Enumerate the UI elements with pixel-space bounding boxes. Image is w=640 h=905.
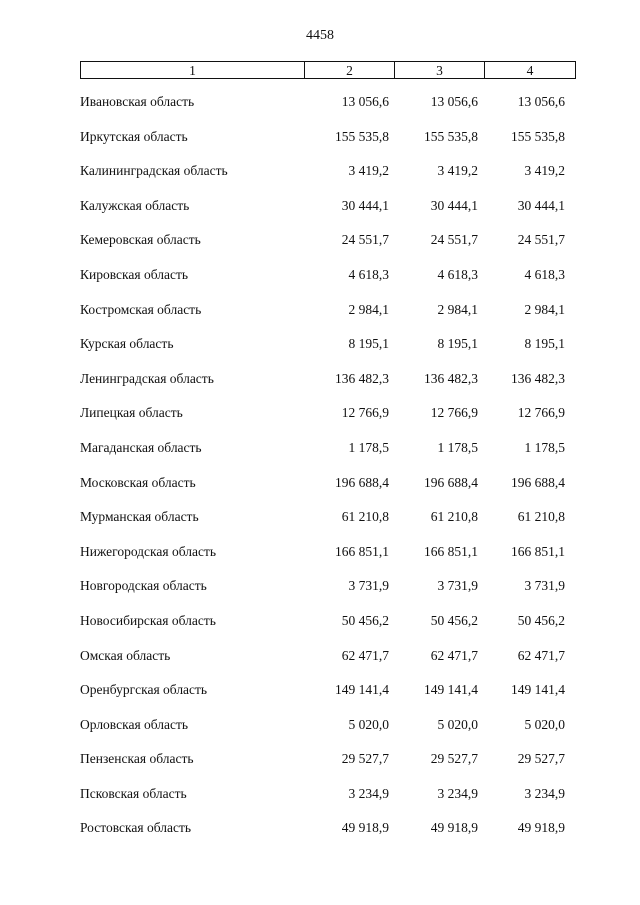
value-column-4: 2 984,1 (524, 301, 565, 317)
value-column-2: 5 020,0 (348, 716, 389, 732)
value-column-3: 3 419,2 (437, 163, 478, 179)
value-column-3: 4 618,3 (437, 266, 478, 282)
table-body (80, 84, 572, 845)
region-name: Ленинградская область (80, 370, 214, 386)
region-name: Московская область (80, 474, 196, 490)
value-column-4: 13 056,6 (517, 94, 565, 109)
value-column-4: 12 766,9 (517, 405, 565, 421)
value-column-2: 149 141,4 (335, 682, 389, 698)
value-column-2: 13 056,6 (341, 94, 389, 109)
value-column-4: 62 471,7 (517, 647, 565, 663)
value-column-2: 1 178,5 (348, 439, 389, 455)
value-column-3: 50 456,2 (430, 612, 478, 628)
value-column-3: 149 141,4 (424, 682, 478, 698)
value-column-3: 155 535,8 (424, 128, 478, 144)
value-column-2: 2 984,1 (348, 301, 389, 317)
region-name: Липецкая область (80, 405, 183, 421)
value-column-2: 12 766,9 (341, 405, 389, 421)
table-row (80, 741, 572, 776)
table-row (80, 499, 572, 534)
table-row (80, 292, 572, 327)
value-column-2: 3 234,9 (348, 785, 389, 801)
region-name: Калининградская область (80, 163, 228, 179)
table-row (80, 222, 572, 257)
table-row (80, 326, 572, 361)
value-column-3: 30 444,1 (430, 197, 478, 213)
value-column-4: 1 178,5 (524, 439, 565, 455)
value-column-4: 149 141,4 (511, 682, 565, 698)
value-column-3: 5 020,0 (437, 716, 478, 732)
value-column-2: 29 527,7 (341, 751, 389, 767)
value-column-3: 61 210,8 (430, 509, 478, 525)
value-column-3: 13 056,6 (430, 94, 478, 109)
column-header-1: 1 (81, 62, 305, 79)
value-column-4: 8 195,1 (524, 336, 565, 352)
region-name: Калужская область (80, 197, 190, 213)
table-row (80, 361, 572, 396)
value-column-4: 5 020,0 (524, 716, 565, 732)
table-row (80, 672, 572, 707)
region-name: Кемеровская область (80, 232, 201, 248)
value-column-4: 166 851,1 (511, 543, 565, 559)
table-header-row (81, 62, 576, 79)
column-header-2: 2 (305, 62, 395, 79)
value-column-2: 24 551,7 (341, 232, 389, 248)
value-column-2: 136 482,3 (335, 370, 389, 386)
table-row (80, 395, 572, 430)
value-column-4: 50 456,2 (517, 612, 565, 628)
value-column-3: 29 527,7 (430, 751, 478, 767)
value-column-2: 8 195,1 (348, 336, 389, 352)
value-column-2: 3 731,9 (348, 578, 389, 594)
value-column-4: 136 482,3 (511, 370, 565, 386)
value-column-4: 3 234,9 (524, 785, 565, 801)
column-header-4: 4 (485, 62, 576, 79)
value-column-4: 29 527,7 (517, 751, 565, 767)
value-column-4: 3 731,9 (524, 578, 565, 594)
table-header (80, 61, 576, 79)
value-column-3: 62 471,7 (430, 647, 478, 663)
value-column-2: 49 918,9 (341, 820, 389, 836)
table-row (80, 568, 572, 603)
value-column-3: 196 688,4 (424, 474, 478, 490)
table-row (80, 257, 572, 292)
value-column-3: 3 731,9 (437, 578, 478, 594)
value-column-2: 30 444,1 (341, 197, 389, 213)
table-row (80, 603, 572, 638)
table-row (80, 465, 572, 500)
value-column-3: 1 178,5 (437, 439, 478, 455)
value-column-2: 155 535,8 (335, 128, 389, 144)
region-name: Оренбургская область (80, 682, 208, 698)
value-column-3: 8 195,1 (437, 336, 478, 352)
table-row (80, 188, 572, 223)
region-name: Костромская область (80, 301, 202, 317)
value-column-4: 49 918,9 (517, 820, 565, 836)
value-column-4: 30 444,1 (517, 197, 565, 213)
table-row (80, 430, 572, 465)
region-name: Кировская область (80, 266, 189, 282)
region-name: Мурманская область (80, 509, 199, 525)
value-column-2: 4 618,3 (348, 266, 389, 282)
value-column-4: 24 551,7 (517, 232, 565, 248)
table-row (80, 119, 572, 154)
region-name: Ивановская область (80, 94, 195, 109)
region-name: Курская область (80, 336, 174, 352)
table-row (80, 776, 572, 811)
region-name: Псковская область (80, 785, 187, 801)
value-column-3: 24 551,7 (430, 232, 478, 248)
table-row (80, 707, 572, 742)
region-name: Магаданская область (80, 439, 202, 455)
region-name: Ростовская область (80, 820, 191, 836)
value-column-3: 136 482,3 (424, 370, 478, 386)
value-column-4: 61 210,8 (517, 509, 565, 525)
value-column-4: 196 688,4 (511, 474, 565, 490)
page-number: 4458 (306, 28, 334, 43)
value-column-3: 2 984,1 (437, 301, 478, 317)
region-name: Новгородская область (80, 578, 207, 594)
column-header-3: 3 (395, 62, 485, 79)
table-row (80, 153, 572, 188)
table-row (80, 84, 572, 119)
table-row (80, 534, 572, 569)
value-column-3: 166 851,1 (424, 543, 478, 559)
value-column-2: 196 688,4 (335, 474, 389, 490)
value-column-4: 4 618,3 (524, 266, 565, 282)
value-column-3: 12 766,9 (430, 405, 478, 421)
value-column-2: 62 471,7 (341, 647, 389, 663)
value-column-4: 3 419,2 (524, 163, 565, 179)
value-column-3: 49 918,9 (430, 820, 478, 836)
region-name: Омская область (80, 647, 171, 663)
region-name: Нижегородская область (80, 543, 217, 559)
value-column-2: 50 456,2 (341, 612, 389, 628)
value-column-2: 61 210,8 (341, 509, 389, 525)
value-column-4: 155 535,8 (511, 128, 565, 144)
value-column-3: 3 234,9 (437, 785, 478, 801)
table-row (80, 638, 572, 673)
region-name: Иркутская область (80, 128, 188, 144)
region-name: Новосибирская область (80, 612, 216, 628)
value-column-2: 3 419,2 (348, 163, 389, 179)
value-column-2: 166 851,1 (335, 543, 389, 559)
region-name: Орловская область (80, 716, 189, 732)
table-row (80, 810, 572, 845)
region-name: Пензенская область (80, 751, 194, 767)
